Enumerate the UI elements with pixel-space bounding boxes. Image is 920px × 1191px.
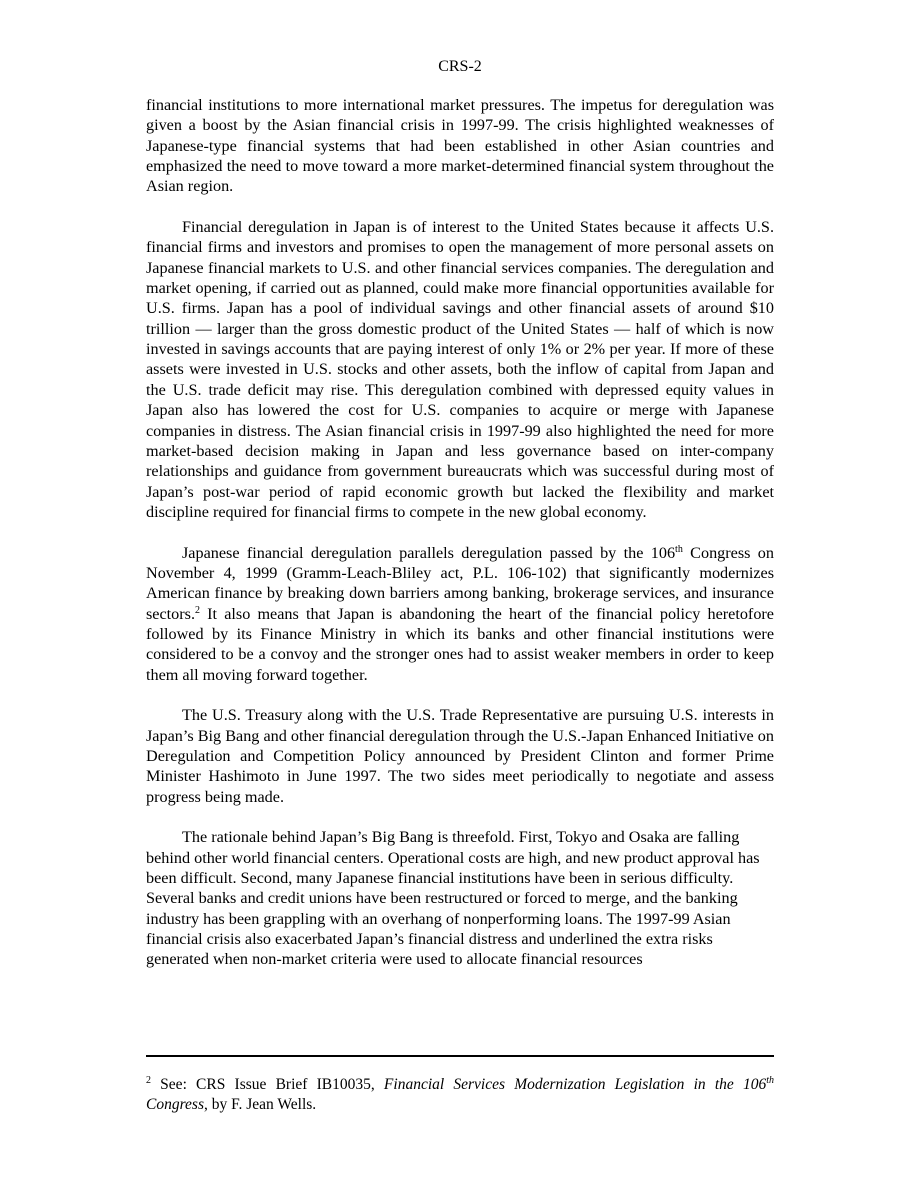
footnote-lead: See: CRS Issue Brief IB10035,: [151, 1076, 384, 1093]
ordinal-superscript: th: [675, 543, 683, 555]
footnote-marker: 2: [146, 1075, 151, 1086]
footnote-author: , by F. Jean Wells.: [204, 1096, 317, 1113]
document-body: [146, 95, 774, 970]
paragraph-3-text-b: Congress on November 4, 1999 (Gramm-Leach-Bliley act, P.L. 106-102) that significantly modernizes American finance by breaking down barriers among banking, brokerage services, and insurance sectors.: [146, 543, 774, 623]
footnote-title-superscript: th: [766, 1075, 774, 1086]
footnote-separator: [146, 1055, 774, 1057]
footnote: [146, 1075, 774, 1115]
paragraph-2: Financial deregulation in Japan is of interest to the United States because it affects U.S. financial firms and investors and promises to open the management of more personal assets on Japanese financial markets to U.S. and other financial services companies. The deregulation and market opening, if carried out as planned, could make more financial opportunities available for U.S. firms. Japan has a pool of individual savings and other financial assets of around $10 trillion — larger than the gross domestic product of the United States — half of which is now invested in savings accounts that are paying interest of only 1% or 2% per year. If more of these assets were invested in U.S. stocks and other assets, both the inflow of capital from Japan and the U.S. trade deficit may rise. This deregulation combined with depressed equity values in Japan also has lowered the cost for U.S. companies to acquire or merge with Japanese companies in distress. The Asian financial crisis in 1997-99 also highlighted the need for more market-based decision making in Japan and less governance based on inter-company relationships and guidance from government bureaucrats which was successful during most of Japan’s post-war period of rapid economic growth but lacked the flexibility and market discipline required for financial firms to compete in the new global economy.: [146, 218, 774, 521]
paragraph-3-text-c: It also means that Japan is abandoning the heart of the financial policy heretofore followed by its Finance Ministry in which its banks and other financial institutions were considered to be a convoy and the stronger ones had to assist weaker members in order to keep them all moving forward together.: [146, 604, 774, 684]
footnote-reference[interactable]: 2: [195, 604, 200, 616]
paragraph-5: The rationale behind Japan’s Big Bang is threefold. First, Tokyo and Osaka are falling behind other world financial centers. Operational costs are high, and new product approval has been difficult. Second, many Japanese financial institutions have been in serious difficulty. Several banks and credit unions have been restructured or forced to merge, and the banking industry has been grappling with an overhang of nonperforming loans. The 1997-99 Asian financial crisis also exacerbated Japan’s financial distress and underlined the extra risks generated when non-market criteria were used to allocate financial resources: [146, 828, 760, 969]
paragraph-4: The U.S. Treasury along with the U.S. Trade Representative are pursuing U.S. interests in Japan’s Big Bang and other financial deregulation through the U.S.-Japan Enhanced Initiative on Deregulation and Competition Policy announced by President Clinton and former Prime Minister Hashimoto in June 1997. The two sides meet periodically to negotiate and assess progress being made.: [146, 706, 774, 806]
paragraph-3: [146, 543, 774, 685]
footnote-cited-title-end: Congress: [146, 1096, 204, 1113]
page-header: CRS-2: [438, 58, 482, 75]
footnote-cited-title: Financial Services Modernization Legislation in the 106: [383, 1076, 767, 1093]
paragraph-3-text-a: Japanese financial deregulation parallels deregulation passed by the 106: [182, 543, 676, 562]
paragraph-1: financial institutions to more international market pressures. The impetus for deregulation was given a boost by the Asian financial crisis in 1997-99. The crisis highlighted weaknesses of Japanese-type financial systems that had been established in other Asian countries and emphasized the need to move toward a more market-determined financial system throughout the Asian region.: [146, 96, 774, 196]
